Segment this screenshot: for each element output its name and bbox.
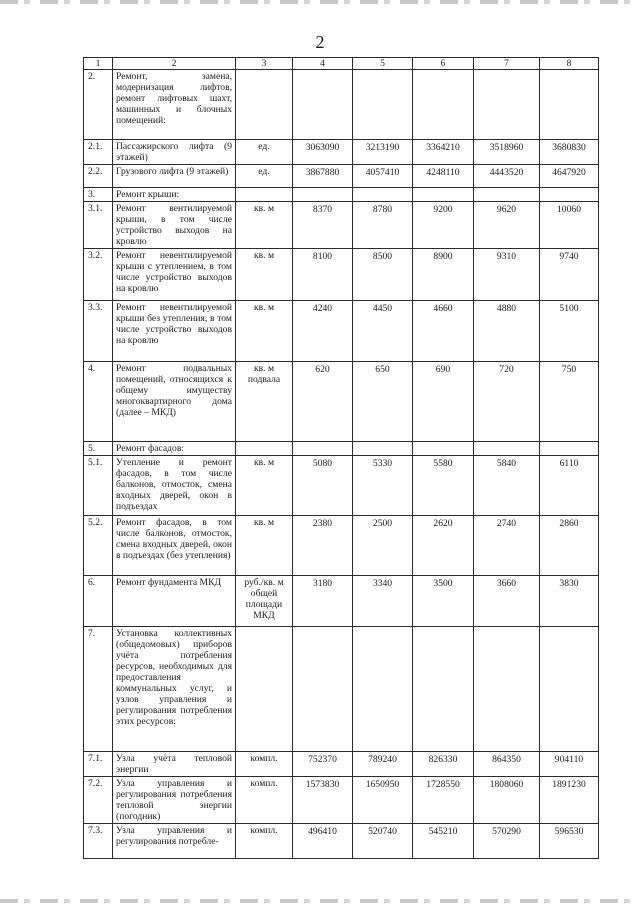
value-col-5: 3340 — [353, 576, 413, 627]
value-col-7 — [474, 188, 540, 202]
row-number: 3.2. — [84, 249, 113, 301]
work-name: Ремонт крыши: — [113, 188, 236, 202]
value-col-8 — [540, 627, 599, 752]
value-col-7: 3518960 — [474, 140, 540, 165]
row-number: 2. — [84, 70, 113, 140]
value-col-6: 3364210 — [413, 140, 474, 165]
value-col-4 — [293, 442, 353, 456]
value-col-8 — [540, 70, 599, 140]
work-name: Узла управления и регулирования потребле- — [113, 824, 236, 859]
work-name: Ремонт фасадов: — [113, 442, 236, 456]
table-row — [84, 188, 599, 202]
value-col-6: 1728550 — [413, 777, 474, 824]
value-col-5 — [353, 70, 413, 140]
work-name: Пассажирского лифта (9 этажей) — [113, 140, 236, 165]
value-col-8: 6110 — [540, 456, 599, 516]
value-col-6: 5580 — [413, 456, 474, 516]
unit-of-measure: кв. м — [236, 202, 293, 249]
value-col-8: 10060 — [540, 202, 599, 249]
value-col-5 — [353, 627, 413, 752]
scan-edge-bottom — [0, 899, 640, 903]
table-row — [84, 516, 599, 576]
row-number: 7.1. — [84, 752, 113, 777]
value-col-4: 2380 — [293, 516, 353, 576]
value-col-4: 5080 — [293, 456, 353, 516]
value-col-4: 4240 — [293, 301, 353, 362]
unit-of-measure: кв. м — [236, 249, 293, 301]
value-col-7: 4443520 — [474, 165, 540, 188]
header-cell: 7 — [474, 58, 540, 70]
work-name: Узла учёта тепловой энергии — [113, 752, 236, 777]
work-name: Узла управления и регулирования потребления тепловой энергии (погодник) — [113, 777, 236, 824]
value-col-7: 2740 — [474, 516, 540, 576]
value-col-6 — [413, 70, 474, 140]
value-col-6: 4660 — [413, 301, 474, 362]
value-col-5: 650 — [353, 362, 413, 442]
value-col-5: 4450 — [353, 301, 413, 362]
unit-of-measure: руб./кв. м общей площади МКД — [236, 576, 293, 627]
work-name: Грузового лифта (9 этажей) — [113, 165, 236, 188]
unit-of-measure: компл. — [236, 824, 293, 859]
value-col-6 — [413, 442, 474, 456]
row-number: 7.2. — [84, 777, 113, 824]
table-row — [84, 249, 599, 301]
value-col-4: 620 — [293, 362, 353, 442]
value-col-8: 9740 — [540, 249, 599, 301]
value-col-7: 9620 — [474, 202, 540, 249]
value-col-4: 752370 — [293, 752, 353, 777]
value-col-7: 720 — [474, 362, 540, 442]
value-col-7: 4880 — [474, 301, 540, 362]
value-col-6: 9200 — [413, 202, 474, 249]
table-row — [84, 70, 599, 140]
unit-of-measure: компл. — [236, 752, 293, 777]
row-number: 5. — [84, 442, 113, 456]
value-col-5: 8780 — [353, 202, 413, 249]
unit-of-measure — [236, 188, 293, 202]
value-col-5 — [353, 188, 413, 202]
unit-of-measure: кв. м — [236, 301, 293, 362]
table-row — [84, 824, 599, 859]
value-col-5: 520740 — [353, 824, 413, 859]
value-col-4: 3063090 — [293, 140, 353, 165]
value-col-6: 826330 — [413, 752, 474, 777]
value-col-8: 3680830 — [540, 140, 599, 165]
table-row — [84, 576, 599, 627]
value-col-7: 9310 — [474, 249, 540, 301]
header-cell: 6 — [413, 58, 474, 70]
table-row — [84, 752, 599, 777]
page-number: 2 — [315, 32, 325, 52]
value-col-7 — [474, 627, 540, 752]
header-cell: 4 — [293, 58, 353, 70]
value-col-4: 3867880 — [293, 165, 353, 188]
value-col-4: 3180 — [293, 576, 353, 627]
table-row — [84, 627, 599, 752]
table-row — [84, 777, 599, 824]
unit-of-measure — [236, 70, 293, 140]
value-col-6: 8900 — [413, 249, 474, 301]
value-col-8: 750 — [540, 362, 599, 442]
value-col-4 — [293, 627, 353, 752]
value-col-4: 8100 — [293, 249, 353, 301]
work-name: Ремонт фасадов, в том числе балконов, отмосток, смена входных дверей, окон в подъездах (без утепления) — [113, 516, 236, 576]
unit-of-measure: кв. м — [236, 456, 293, 516]
value-col-8: 4647920 — [540, 165, 599, 188]
row-number: 3.1. — [84, 202, 113, 249]
row-number: 3. — [84, 188, 113, 202]
value-col-7: 5840 — [474, 456, 540, 516]
value-col-7: 1808060 — [474, 777, 540, 824]
scan-edge-top — [0, 0, 640, 4]
table-row — [84, 456, 599, 516]
value-col-4: 1573830 — [293, 777, 353, 824]
value-col-5: 8500 — [353, 249, 413, 301]
table-row — [84, 442, 599, 456]
value-col-8: 5100 — [540, 301, 599, 362]
table-row — [84, 301, 599, 362]
value-col-8 — [540, 188, 599, 202]
table-row — [84, 362, 599, 442]
work-name: Ремонт вентилируемой крыши, в том числе устройство выходов на кровлю — [113, 202, 236, 249]
header-cell: 8 — [540, 58, 599, 70]
value-col-7: 864350 — [474, 752, 540, 777]
row-number: 6. — [84, 576, 113, 627]
row-number: 4. — [84, 362, 113, 442]
value-col-7 — [474, 70, 540, 140]
value-col-8: 904110 — [540, 752, 599, 777]
value-col-8 — [540, 442, 599, 456]
row-number: 2.2. — [84, 165, 113, 188]
work-name: Ремонт невентилируемой крыши без утепления, в том числе устройство выходов на кровлю — [113, 301, 236, 362]
work-name: Ремонт невентилируемой крыши с утеплением, в том числе устройство выходов на кровлю — [113, 249, 236, 301]
unit-of-measure — [236, 442, 293, 456]
header-cell: 1 — [84, 58, 113, 70]
work-name: Ремонт фундамента МКД — [113, 576, 236, 627]
value-col-4: 496410 — [293, 824, 353, 859]
value-col-5: 4057410 — [353, 165, 413, 188]
value-col-7 — [474, 442, 540, 456]
value-col-5: 1650950 — [353, 777, 413, 824]
header-cell: 3 — [236, 58, 293, 70]
row-number: 3.3. — [84, 301, 113, 362]
header-cell: 5 — [353, 58, 413, 70]
table-row — [84, 140, 599, 165]
value-col-6: 690 — [413, 362, 474, 442]
header-cell: 2 — [113, 58, 236, 70]
work-name: Установка коллективных (общедомовых) приборов учёта потребления ресурсов, необходимых для предоставления коммунальных услуг, и узлов управления и регулирования потребления этих ресурсов: — [113, 627, 236, 752]
row-number: 5.1. — [84, 456, 113, 516]
value-col-6 — [413, 627, 474, 752]
row-number: 7.3. — [84, 824, 113, 859]
value-col-4: 8370 — [293, 202, 353, 249]
row-number: 7. — [84, 627, 113, 752]
value-col-8: 3830 — [540, 576, 599, 627]
value-col-6 — [413, 188, 474, 202]
value-col-4 — [293, 188, 353, 202]
unit-of-measure — [236, 627, 293, 752]
unit-of-measure: компл. — [236, 777, 293, 824]
value-col-6: 545210 — [413, 824, 474, 859]
unit-of-measure: ед. — [236, 165, 293, 188]
value-col-6: 2620 — [413, 516, 474, 576]
value-col-7: 3660 — [474, 576, 540, 627]
value-col-4 — [293, 70, 353, 140]
value-col-5: 5330 — [353, 456, 413, 516]
value-col-5: 789240 — [353, 752, 413, 777]
row-number: 5.2. — [84, 516, 113, 576]
table-row — [84, 165, 599, 188]
unit-of-measure: кв. м — [236, 516, 293, 576]
value-col-5 — [353, 442, 413, 456]
work-name: Утепление и ремонт фасадов, в том числе балконов, отмосток, смена входных дверей, окон в подъездах — [113, 456, 236, 516]
value-col-8: 1891230 — [540, 777, 599, 824]
row-number: 2.1. — [84, 140, 113, 165]
cost-table — [83, 57, 599, 859]
value-col-8: 2860 — [540, 516, 599, 576]
work-name: Ремонт подвальных помещений, относящихся к общему имуществу многоквартирного дома (далее – МКД) — [113, 362, 236, 442]
unit-of-measure: кв. м подвала — [236, 362, 293, 442]
value-col-5: 3213190 — [353, 140, 413, 165]
value-col-6: 3500 — [413, 576, 474, 627]
unit-of-measure: ед. — [236, 140, 293, 165]
header-row — [84, 58, 599, 70]
value-col-5: 2500 — [353, 516, 413, 576]
table-row — [84, 202, 599, 249]
value-col-8: 596530 — [540, 824, 599, 859]
value-col-6: 4248110 — [413, 165, 474, 188]
value-col-7: 570290 — [474, 824, 540, 859]
work-name: Ремонт, замена, модернизация лифтов, ремонт лифтовых шахт, машинных и блочных помещений: — [113, 70, 236, 140]
